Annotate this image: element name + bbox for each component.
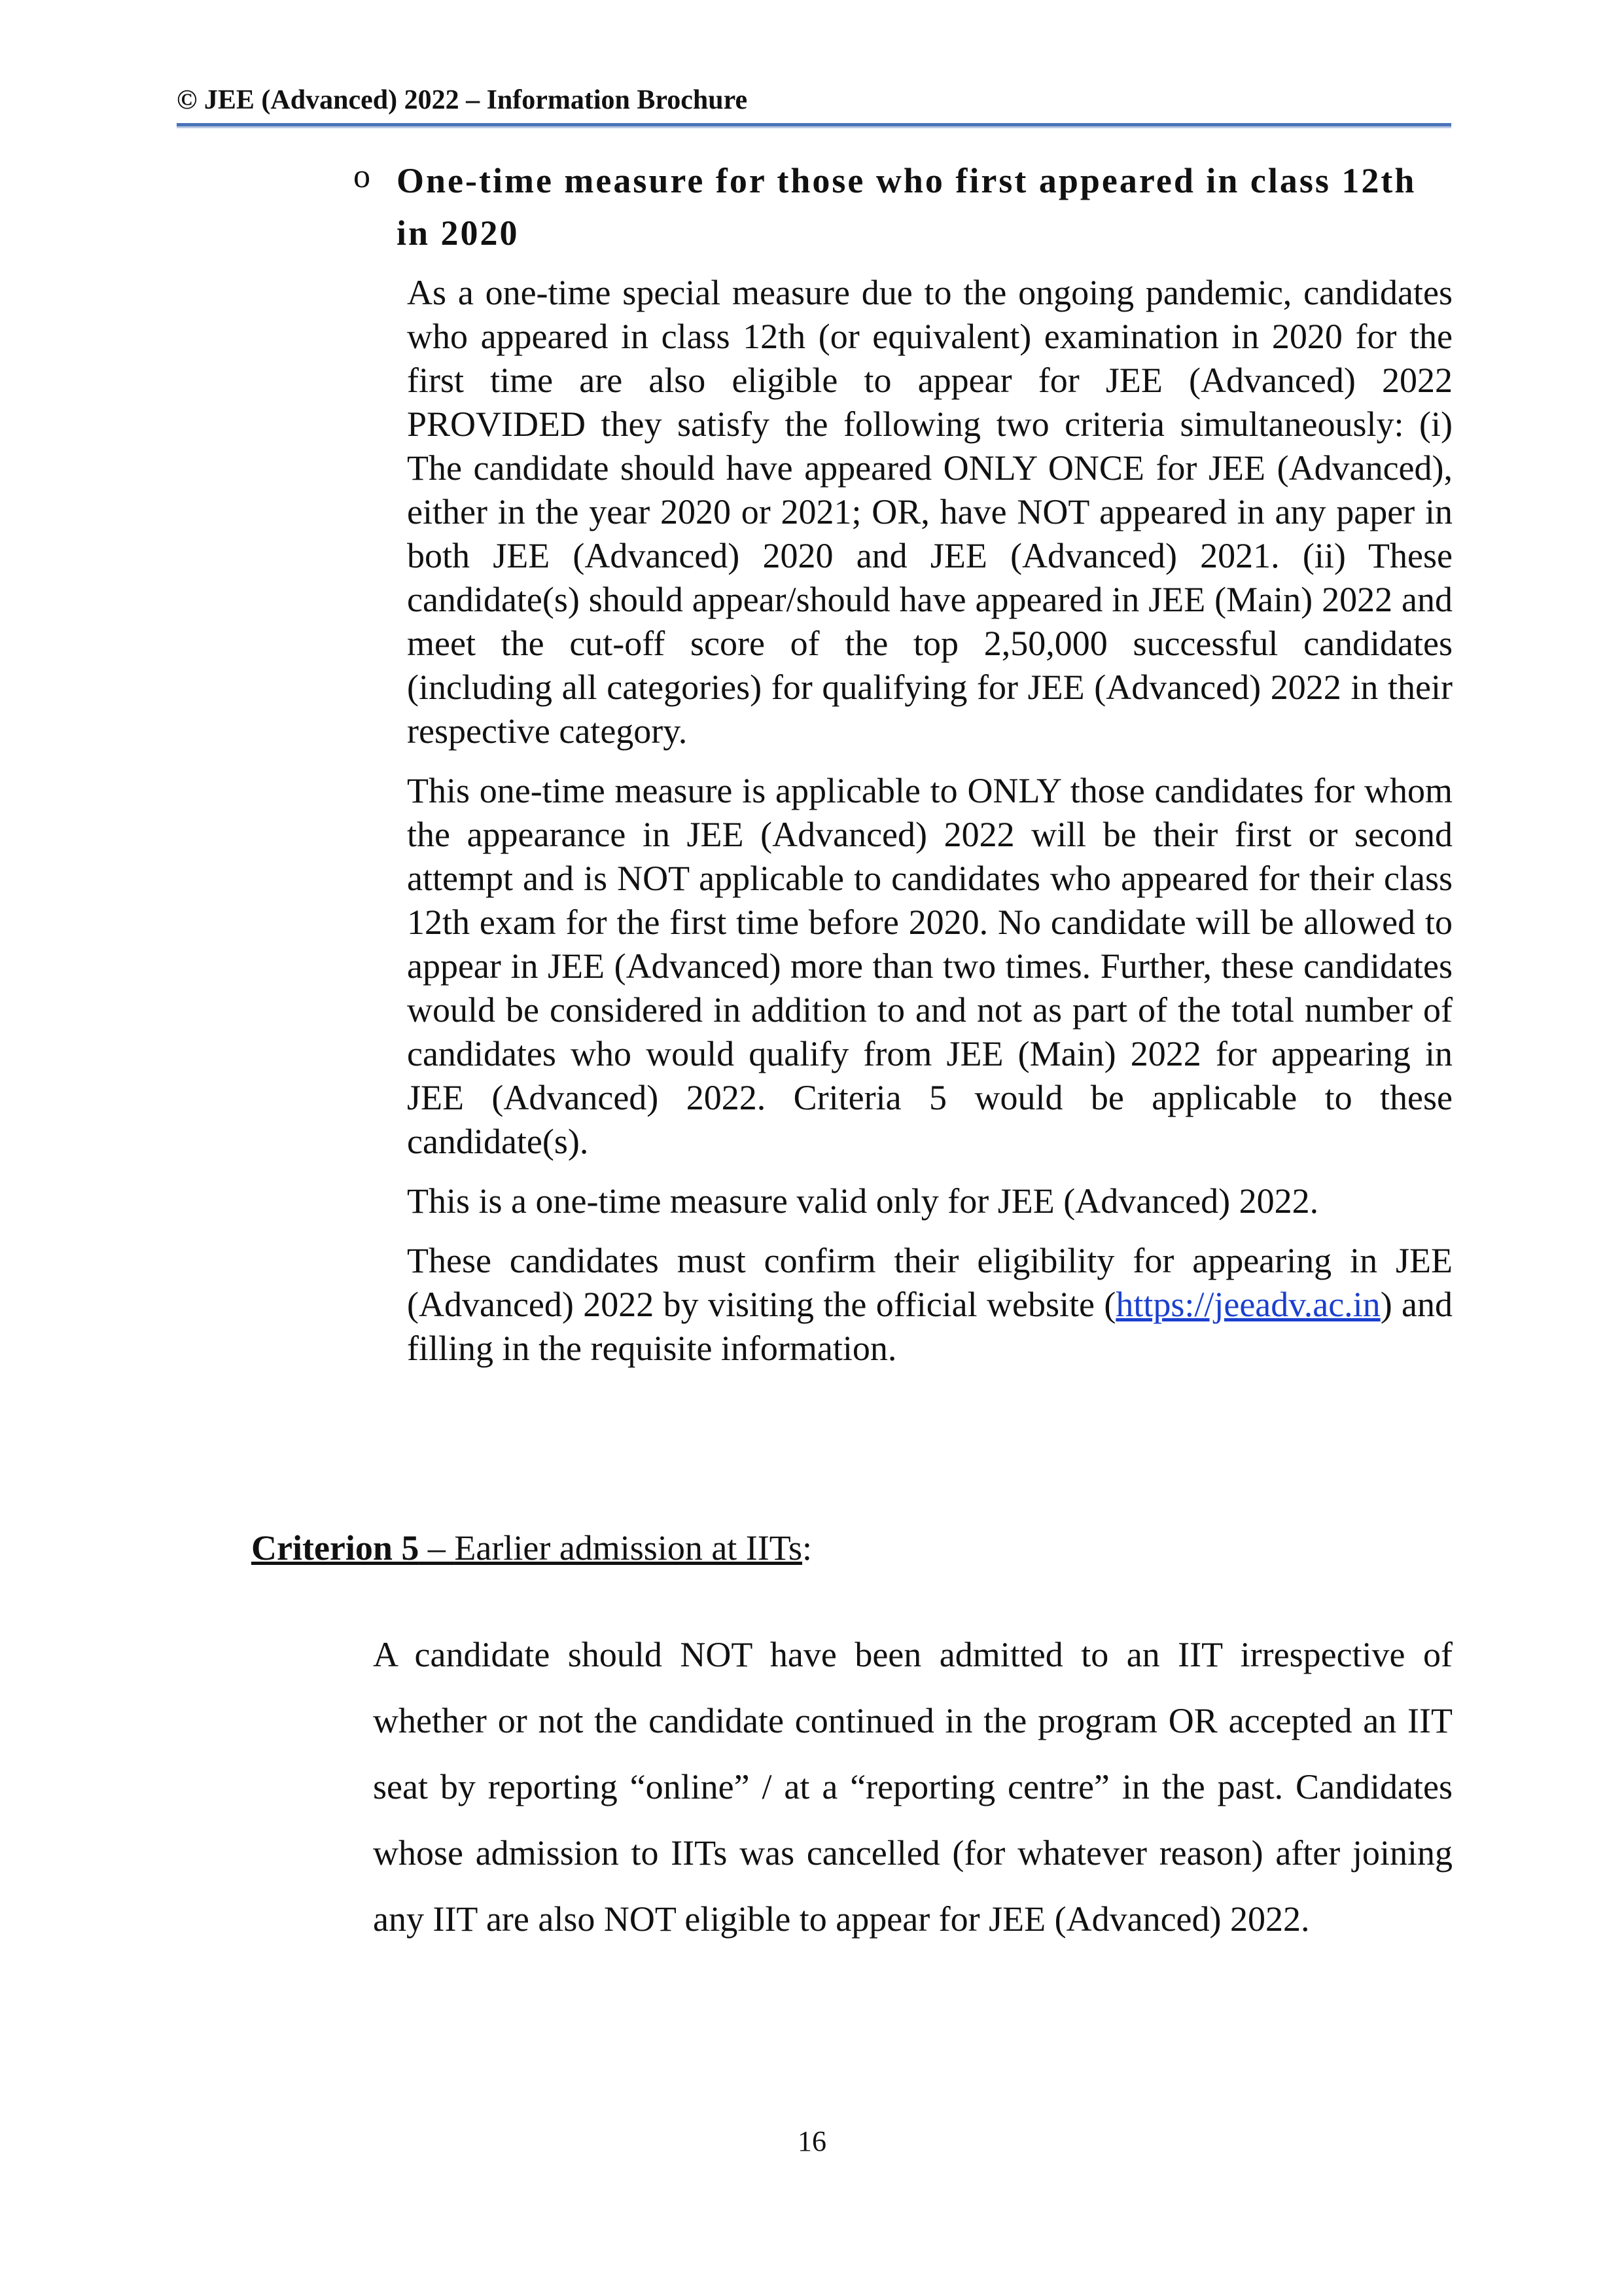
paragraph-4-text-after: ) and filling in the requisite information. [407,1285,1453,1368]
paragraph-4 [407,1239,1453,1371]
section-title: One-time measure for those who first appeared in class 12th in 2020 [397,161,1417,253]
criterion-colon: : [802,1528,812,1568]
criterion-separator: – [419,1528,455,1568]
paragraph-4-text-before: These candidates must confirm their eligibility for appearing in JEE (Advanced) 2022 by visiting the official website ( [407,1241,1453,1324]
criterion-body: A candidate should NOT have been admitted to an IIT irrespective of whether or not the candidate continued in the program OR accepted an IIT seat by reporting “online” / at a “reporting centre” in the past. Candidates whose admission to IITs was cancelled (for whatever reason) after joining any IIT are also NOT eligible to appear for JEE (Advanced) 2022. [373,1635,1453,1939]
header-title: © JEE (Advanced) 2022 – Information Brochure [177,85,748,115]
paragraph-3: This is a one-time measure valid only for JEE (Advanced) 2022. [407,1181,1319,1221]
criterion-label: Criterion 5 [251,1528,419,1568]
page-header [177,84,1451,126]
criterion-heading [251,1525,812,1571]
section-body [407,271,1453,1386]
bullet-marker: o [353,158,370,195]
paragraph-2: This one-time measure is applicable to ONLY those candidates for whom the appearance in JEE (Advanced) 2022 will be their first or second attempt and is NOT applicable to candidates who appeared for their class 12th exam for the first time before 2020. No candidate will be allowed to appear in JEE (Advanced) more than two times. Further, these candidates would be considered in addition to and not as part of the total number of candidates who would qualify from JEE (Main) 2022 for appearing in JEE (Advanced) 2022. Criteria 5 would be applicable to these candidate(s). [407,771,1453,1161]
page-number: 16 [798,2125,826,2157]
paragraph-1: As a one-time special measure due to the ongoing pandemic, candidates who appeared in class 12th (or equivalent) examination in 2020 for the first time are also eligible to appear for JEE (Advanced) 2022 PROVIDED they satisfy the following two criteria simultaneously: (i) The candidate should have appeared ONLY ONCE for JEE (Advanced), either in the year 2020 or 2021; OR, have NOT appeared in any paper in both JEE (Advanced) 2020 and JEE (Advanced) 2021. (ii) These candidate(s) should appear/should have appeared in JEE (Main) 2022 and meet the cut-off score of the top 2,50,000 successful candidates (including all categories) for qualifying for JEE (Advanced) 2022 in their respective category. [407,273,1453,751]
website-link[interactable]: https://jeeadv.ac.in [1116,1285,1381,1324]
criterion-title: Earlier admission at IITs [454,1528,802,1568]
